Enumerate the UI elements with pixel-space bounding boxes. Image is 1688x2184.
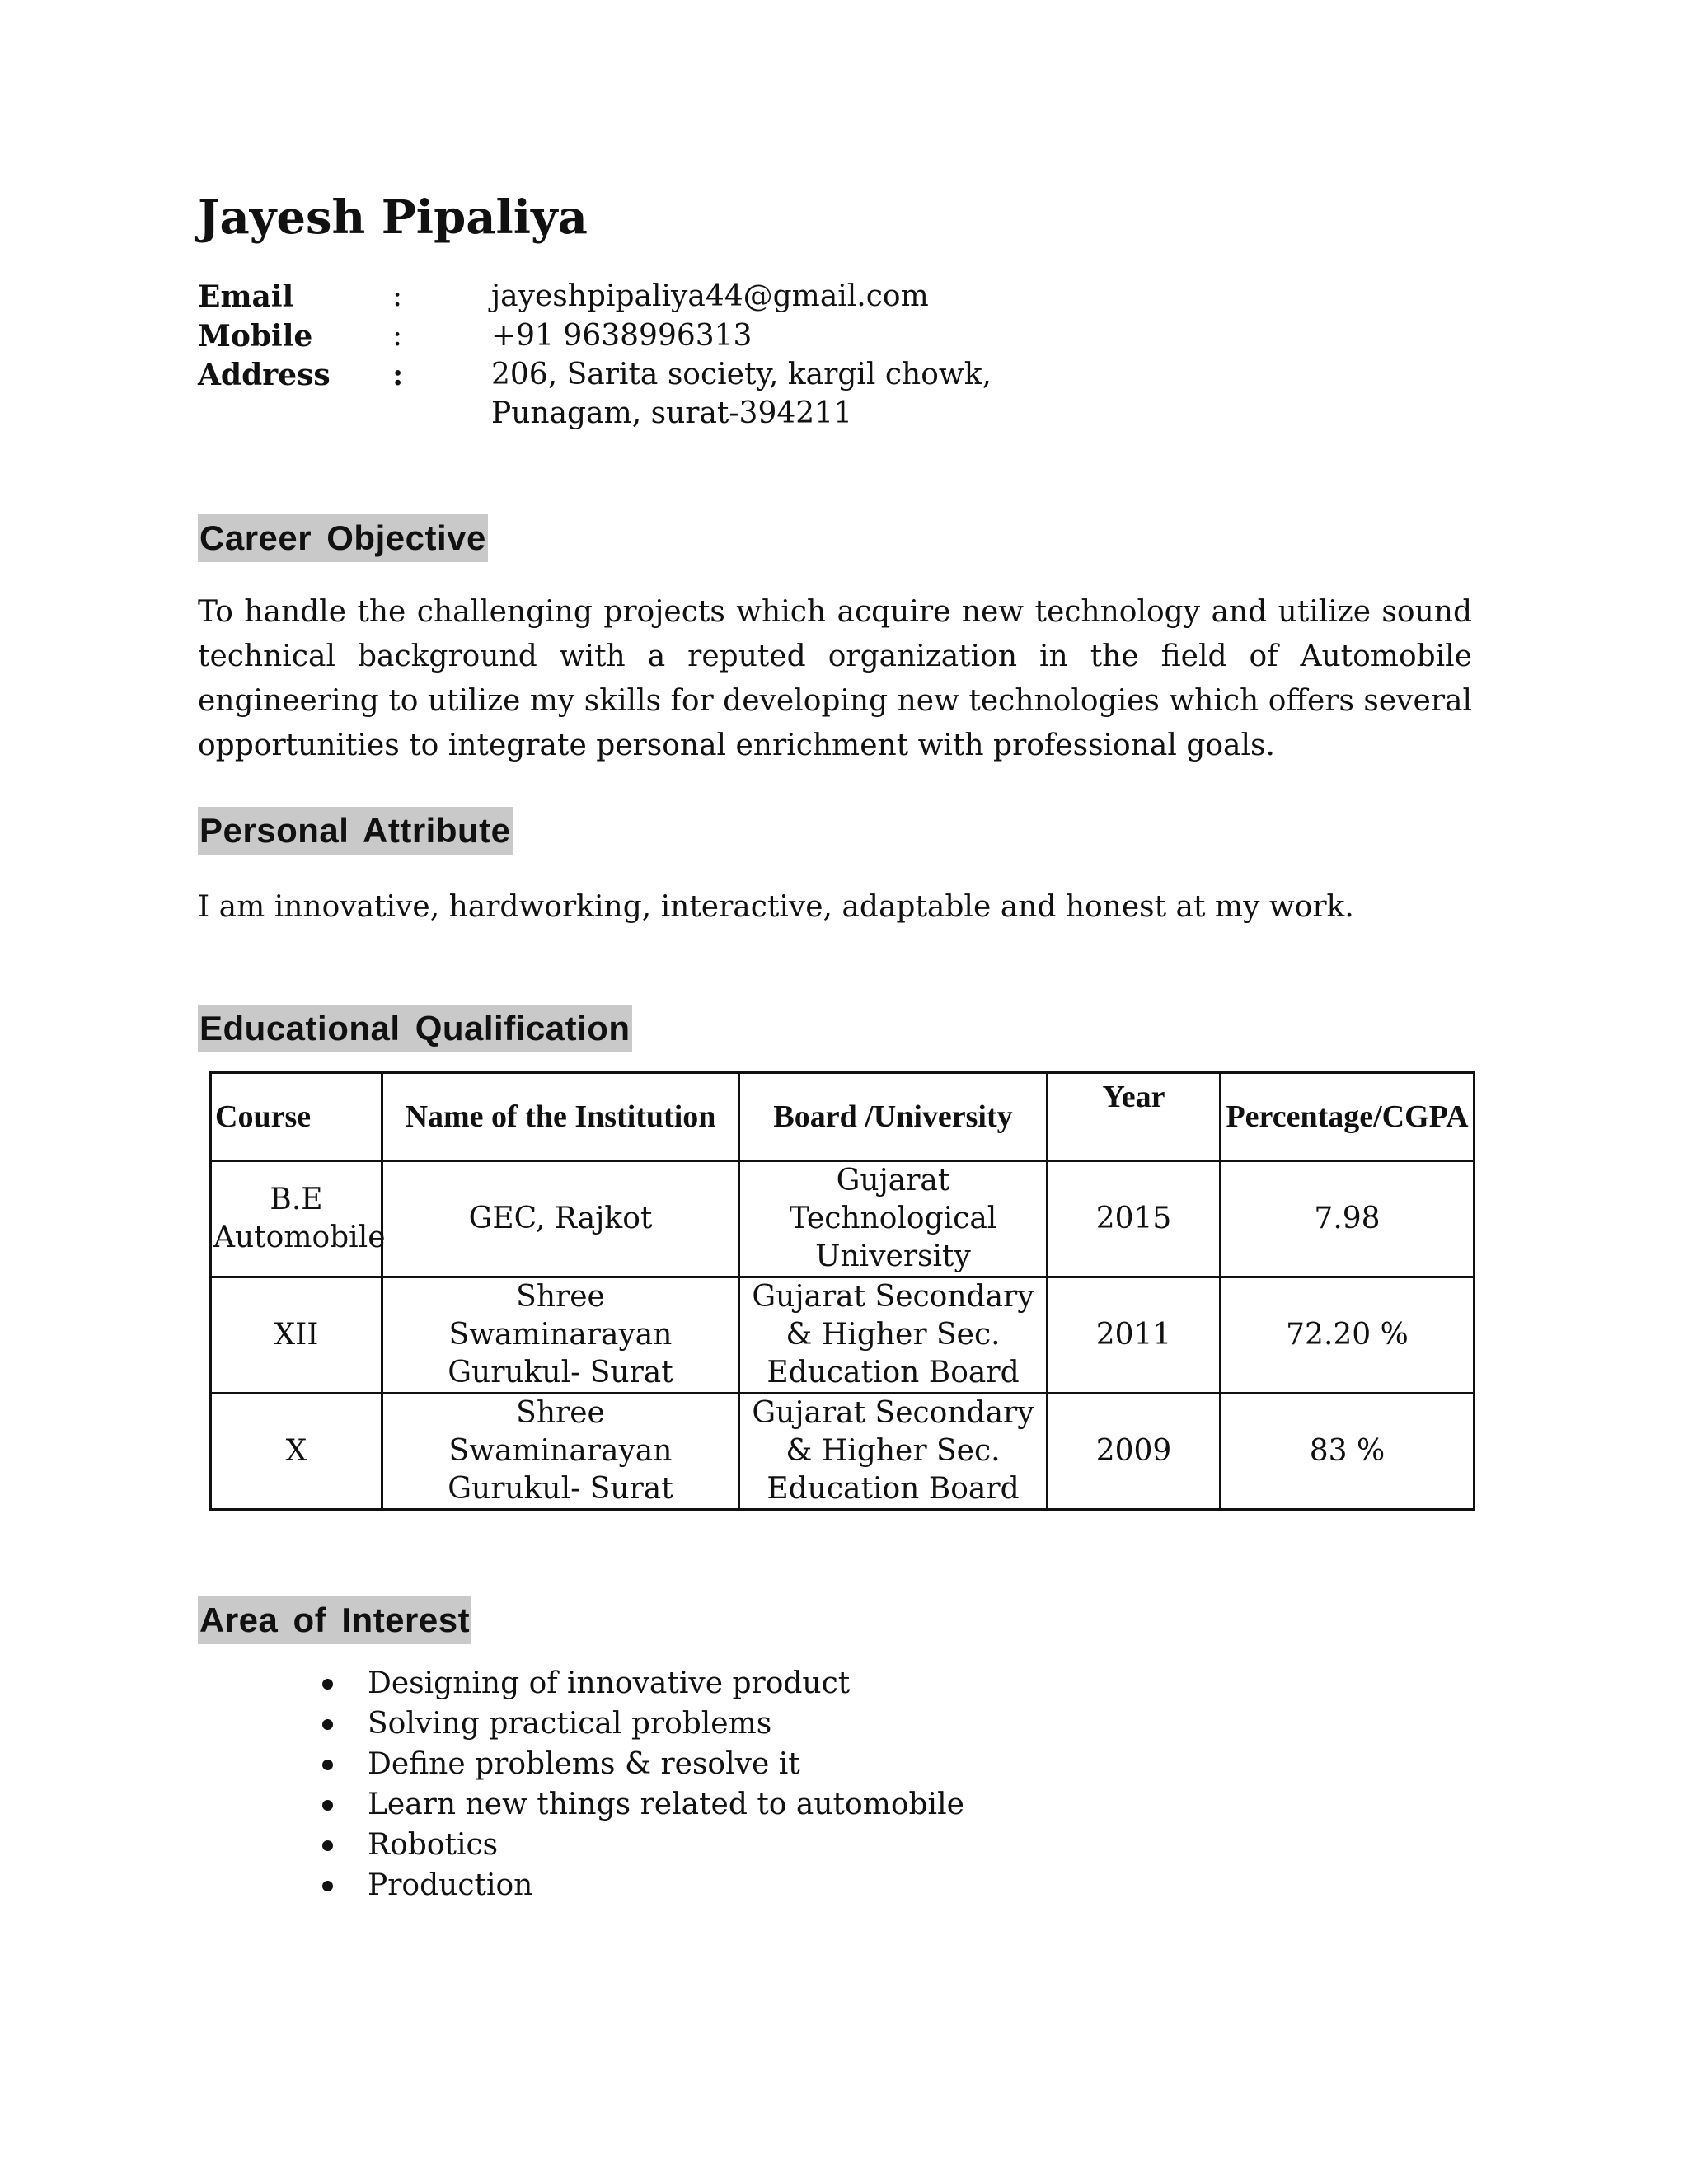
bullet-icon	[322, 1840, 333, 1851]
address-label: Address	[198, 358, 331, 392]
year-cell: 2015	[1048, 1161, 1221, 1277]
institution-cell: Shree Swaminarayan Gurukul- Surat	[382, 1394, 739, 1510]
board-cell: Gujarat Technological University	[739, 1161, 1048, 1277]
email-value[interactable]: jayeshpipaliya44@gmail.com	[491, 279, 929, 313]
mobile-colon: :	[392, 319, 403, 353]
score-cell: 7.98	[1221, 1161, 1475, 1277]
course-cell: XII	[211, 1277, 382, 1394]
bullet-icon	[322, 1800, 333, 1811]
educational-qualification-heading: Educational Qualification	[198, 1005, 632, 1052]
list-item	[198, 1825, 964, 1865]
interest-list	[198, 1663, 964, 1905]
institution-cell: Shree Swaminarayan Gurukul- Surat	[382, 1277, 739, 1394]
year-cell: 2011	[1048, 1277, 1221, 1394]
interest-text: Designing of innovative product	[368, 1666, 851, 1700]
list-item	[198, 1865, 964, 1905]
address-line-1: 206, Sarita society, kargil chowk,	[491, 358, 992, 391]
year-cell: 2009	[1048, 1394, 1221, 1510]
course-cell: B.E Automobile	[211, 1161, 382, 1277]
email-label: Email	[198, 279, 294, 314]
email-colon: :	[392, 279, 403, 313]
table-row	[211, 1161, 1475, 1277]
board-cell: Gujarat Secondary & Higher Sec. Education Board	[739, 1277, 1048, 1394]
education-table	[209, 1071, 1475, 1511]
list-item	[198, 1704, 964, 1744]
table-header-row	[211, 1073, 1475, 1161]
candidate-name: Jayesh Pipaliya	[198, 190, 588, 245]
list-item	[198, 1784, 964, 1825]
bullet-icon	[322, 1881, 333, 1891]
address-colon: :	[392, 358, 404, 392]
bullet-icon	[322, 1760, 333, 1770]
interest-text: Learn new things related to automobile	[368, 1788, 964, 1821]
score-cell: 72.20 %	[1221, 1277, 1475, 1394]
institution-cell: GEC, Rajkot	[382, 1161, 739, 1277]
mobile-label: Mobile	[198, 319, 313, 354]
mobile-value: +91 9638996313	[491, 319, 753, 353]
table-row	[211, 1277, 1475, 1394]
column-header: Year	[1048, 1073, 1221, 1161]
course-cell: X	[211, 1394, 382, 1510]
board-cell: Gujarat Secondary & Higher Sec. Education Board	[739, 1394, 1048, 1510]
interest-text: Production	[368, 1868, 533, 1902]
personal-attribute-text: I am innovative, hardworking, interactive, adaptable and honest at my work.	[198, 890, 1354, 924]
list-item	[198, 1744, 964, 1784]
list-item	[198, 1663, 964, 1704]
bullet-icon	[322, 1719, 333, 1730]
interest-text: Robotics	[368, 1828, 499, 1862]
table-row	[211, 1394, 1475, 1510]
interest-text: Define problems & resolve it	[368, 1747, 800, 1781]
personal-attribute-heading: Personal Attribute	[198, 807, 513, 855]
interest-text: Solving practical problems	[368, 1707, 772, 1741]
column-header: Percentage/CGPA	[1221, 1073, 1475, 1161]
score-cell: 83 %	[1221, 1394, 1475, 1510]
column-header: Board /University	[739, 1073, 1048, 1161]
address-line-2: Punagam, surat-394211	[491, 396, 852, 430]
column-header: Name of the Institution	[382, 1073, 739, 1161]
area-of-interest-heading: Area of Interest	[198, 1596, 471, 1644]
career-objective-heading: Career Objective	[198, 514, 488, 562]
bullet-icon	[322, 1679, 333, 1690]
career-objective-text: To handle the challenging projects which acquire new technology and utilize sound technical background with a reputed organization in the field of Automobile engineering to utilize my skills for developing new technologies which offers several opportunities to integrate personal enrichment with professional goals.	[198, 595, 1472, 762]
column-header: Course	[211, 1073, 382, 1161]
